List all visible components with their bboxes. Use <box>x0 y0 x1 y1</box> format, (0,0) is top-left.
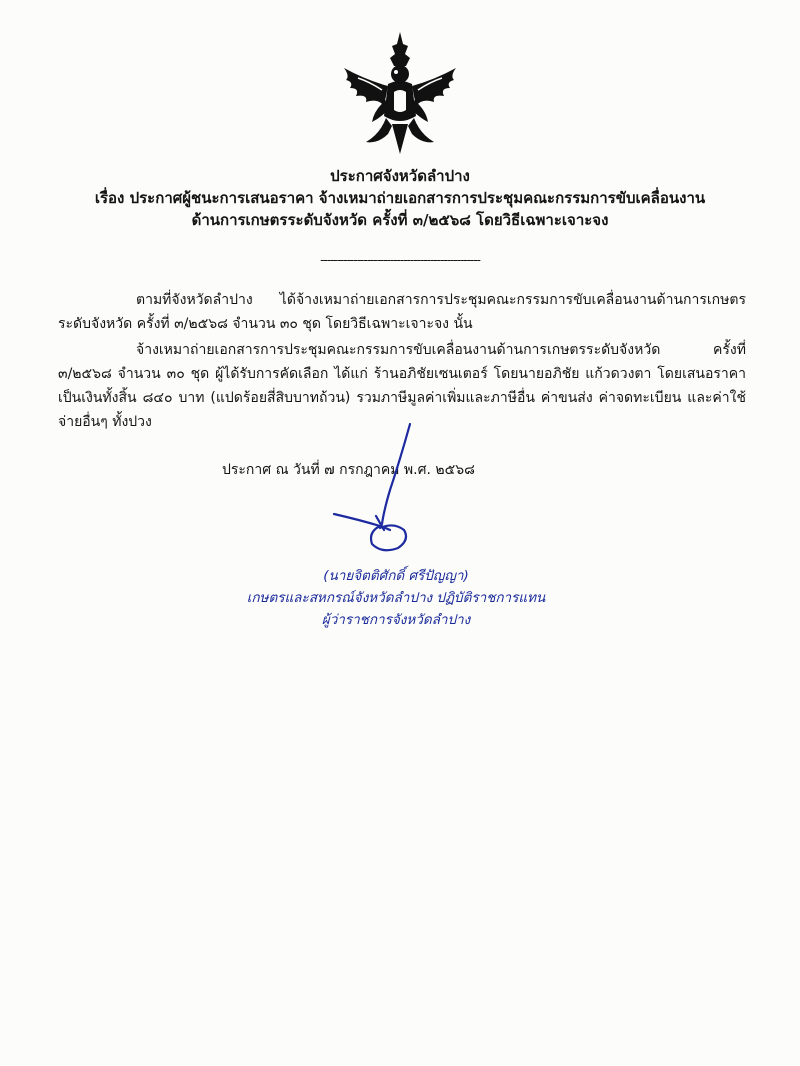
paragraph-2: จ้างเหมาถ่ายเอกสารการประชุมคณะกรรมการขับเคลื่อนงานด้านการเกษตรระดับจังหวัด ครั้งที่ ๓/๒๕๖๘ จำนวน ๓๐ ชุด ผู้ได้รับการคัดเลือก ได้แก่ ร้านอภิชัยเซนเตอร์ โดยนายอภิชัย แก้วดวงตา โดยเสนอราคา เป็นเงินทั้งสิ้น ๘๔๐ บาท (แปดร้อยสี่สิบบาทถ้วน) รวมภาษีมูลค่าเพิ่มและภาษีอื่น ค่าขนส่ง ค่าจดทะเบียน และค่าใช้จ่ายอื่นๆ ทั้งปวง <box>58 342 746 430</box>
signer-block <box>236 565 556 631</box>
announcement-body <box>58 288 746 436</box>
paragraph-1: ตามที่จังหวัดลำปาง ได้จ้างเหมาถ่ายเอกสารการประชุมคณะกรรมการขับเคลื่อนงานด้านการเกษตรระดับจังหวัด ครั้งที่ ๓/๒๕๖๘ จำนวน ๓๐ ชุด โดยวิธีเฉพาะเจาะจง นั้น <box>58 292 746 332</box>
agency-title: ประกาศจังหวัดลำปาง <box>330 167 470 185</box>
handwritten-signature <box>320 420 440 560</box>
title-block <box>40 165 760 231</box>
signer-name: (นายจิตติศักดิ์ ศรีปัญญา) <box>323 568 469 584</box>
garuda-emblem-icon <box>336 30 464 158</box>
subject-line-2: ด้านการเกษตรระดับจังหวัด ครั้งที่ ๓/๒๕๖๘ โดยวิธีเฉพาะเจาะจง <box>191 211 609 229</box>
announcement-date: ประกาศ ณ วันที่ ๗ กรกฎาคม พ.ศ. ๒๕๖๘ <box>222 462 475 478</box>
signer-position: เกษตรและสหกรณ์จังหวัดลำปาง ปฏิบัติราชการแทน <box>246 590 546 606</box>
separator-line: ------------------------------------------------ <box>320 253 480 267</box>
signer-on-behalf: ผู้ว่าราชการจังหวัดลำปาง <box>321 612 471 628</box>
subject-line-1: เรื่อง ประกาศผู้ชนะการเสนอราคา จ้างเหมาถ่ายเอกสารการประชุมคณะกรรมการขับเคลื่อนงาน <box>94 189 706 207</box>
